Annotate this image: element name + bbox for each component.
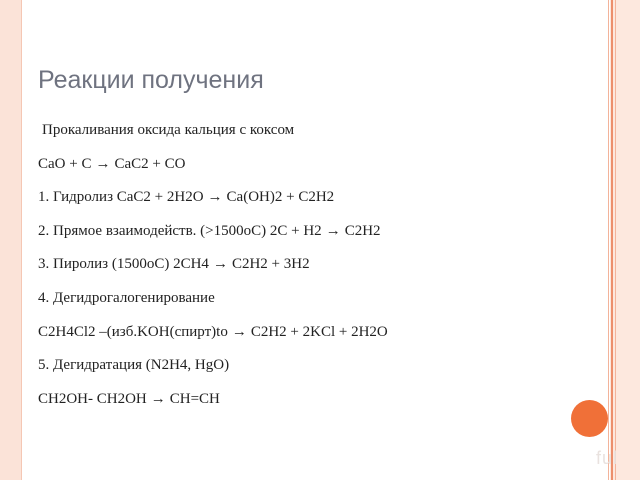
equation-line (38, 251, 598, 285)
equation-line (38, 184, 598, 218)
equation-line (38, 218, 598, 252)
arrow-icon: → (207, 189, 223, 206)
equation-right: CaC2 + CO (114, 155, 186, 172)
watermark-logo: ful (596, 448, 619, 468)
equation-right: C2H2 + 3H2 (231, 256, 310, 273)
equation-right: CH=CH (169, 390, 220, 407)
line-text: 4. Дегидрогалогенирование (38, 289, 215, 306)
equation-right: Ca(OH)2 + C2H2 (226, 189, 335, 206)
right-frame-line (615, 0, 616, 480)
equation-line (38, 319, 598, 353)
equation-left: CH2OH- CH2OH (38, 390, 147, 407)
text-line (38, 117, 598, 151)
equation-line (38, 386, 598, 420)
equation-left: 3. Пиролиз (1500оC) 2CH4 (38, 256, 209, 273)
arrow-icon: → (231, 323, 247, 340)
right-frame-line (608, 0, 609, 480)
arrow-icon: → (325, 222, 341, 239)
slide-title: Реакции получения (38, 66, 264, 94)
equation-left: C2H4Cl2 –(изб.KOH(спирт)to (38, 323, 228, 340)
arrow-icon: → (95, 155, 111, 172)
equation-left: 2. Прямое взаимодейств. (>1500оC) 2C + H2 (38, 222, 322, 239)
arrow-icon: → (212, 256, 228, 273)
equation-left: CaO + C (38, 155, 92, 172)
equation-line (38, 151, 598, 185)
orange-circle-decoration (571, 400, 608, 437)
left-frame-line (21, 0, 22, 480)
slide-content (38, 117, 598, 419)
right-frame-line (611, 0, 613, 480)
arrow-icon: → (150, 390, 166, 407)
equation-right: C2H2 + 2KCl + 2H2O (250, 323, 388, 340)
equation-left: 1. Гидролиз CaC2 + 2H2O (38, 189, 204, 206)
text-line (38, 352, 598, 386)
line-text: 5. Дегидратация (N2H4, HgO) (38, 357, 230, 374)
line-text: Прокаливания оксида кальция с коксом (42, 122, 295, 138)
left-decor-band (0, 0, 22, 480)
equation-right: C2H2 (344, 222, 381, 239)
text-line (38, 285, 598, 319)
